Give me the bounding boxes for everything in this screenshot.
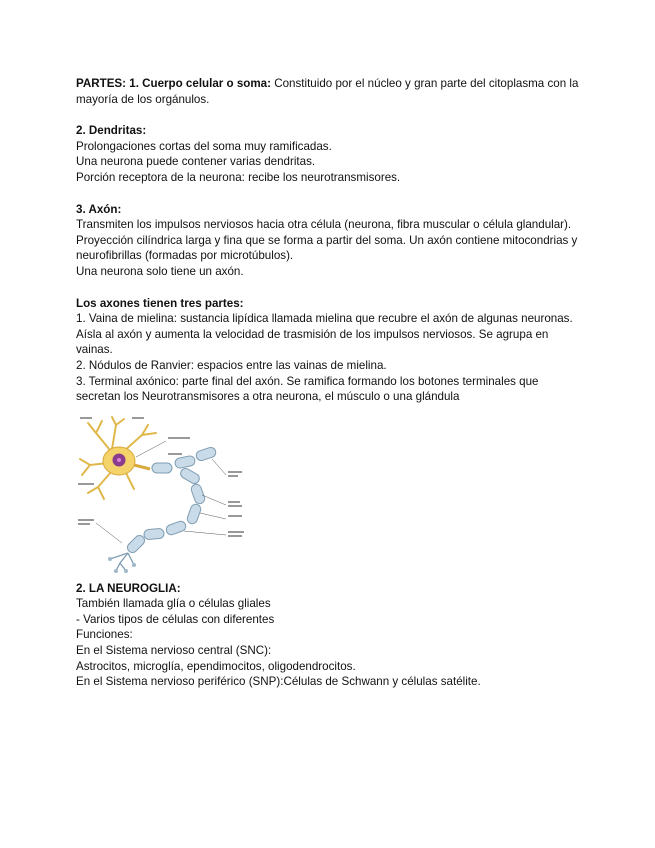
neuron-illustration: [76, 413, 246, 573]
intro-text: Constituido por el núcleo y gran parte del citoplasma con la mayoría de los orgánulos.: [76, 77, 579, 106]
dendritas-heading: 2. Dendritas:: [76, 124, 147, 138]
axon-line: Transmiten los impulsos nerviosos hacia otra célula (neurona, fibra muscular o célula glandular).: [76, 218, 572, 232]
dendritas-line: Una neurona puede contener varias dendritas.: [76, 155, 316, 169]
neuroglia-line: En el Sistema nervioso periférico (SNP):Células de Schwann y células satélite.: [76, 675, 481, 689]
neuroglia-line: Funciones:: [76, 628, 133, 642]
myelin-sheath: [125, 446, 217, 554]
label-placeholders: [78, 417, 244, 537]
axones-partes-heading: Los axones tienen tres partes:: [76, 296, 244, 310]
axon-line: Proyección cilíndrica larga y fina que se forma a partir del soma. Un axón contiene mitocondrias y neurofibrillas (formadas por microtúbulos).: [76, 233, 578, 263]
dendritas-line: Porción receptora de la neurona: recibe los neurotransmisores.: [76, 170, 401, 184]
intro-paragraph: [76, 76, 586, 107]
document-page: [76, 76, 586, 690]
dendritas-line: Prolongaciones cortas del soma muy ramificadas.: [76, 139, 332, 153]
axon-line: Una neurona solo tiene un axón.: [76, 264, 244, 278]
axones-partes-line: 2. Nódulos de Ranvier: espacios entre las vainas de mielina.: [76, 358, 387, 372]
neuroglia-line: También llamada glía o células gliales: [76, 597, 271, 611]
axones-partes-line: 3. Terminal axónico: parte final del axón. Se ramifica formando los botones terminales que secretan los Neurotransmisores a otra neurona, el músculo o una glándula: [76, 374, 539, 404]
neuroglia-line: En el Sistema nervioso central (SNC):: [76, 644, 272, 658]
axon-terminals: [110, 553, 134, 571]
neuron-diagram: [76, 413, 246, 573]
axon-heading: 3. Axón:: [76, 202, 122, 216]
neuroglia-heading: 2. LA NEUROGLIA:: [76, 581, 181, 595]
axones-partes-line: 1. Vaina de mielina: sustancia lipídica llamada mielina que recubre el axón de algunas neuronas. Aísla al axón y aumenta la velocidad de trasmisión de los impulsos nerviosos. Se agrupa en vainas.: [76, 312, 573, 357]
neuroglia-line: Astrocitos, microglía, ependimocitos, oligodendrocitos.: [76, 659, 356, 673]
intro-heading: PARTES: 1. Cuerpo celular o soma:: [76, 77, 271, 90]
neuroglia-line: - Varios tipos de células con diferentes: [76, 612, 275, 626]
